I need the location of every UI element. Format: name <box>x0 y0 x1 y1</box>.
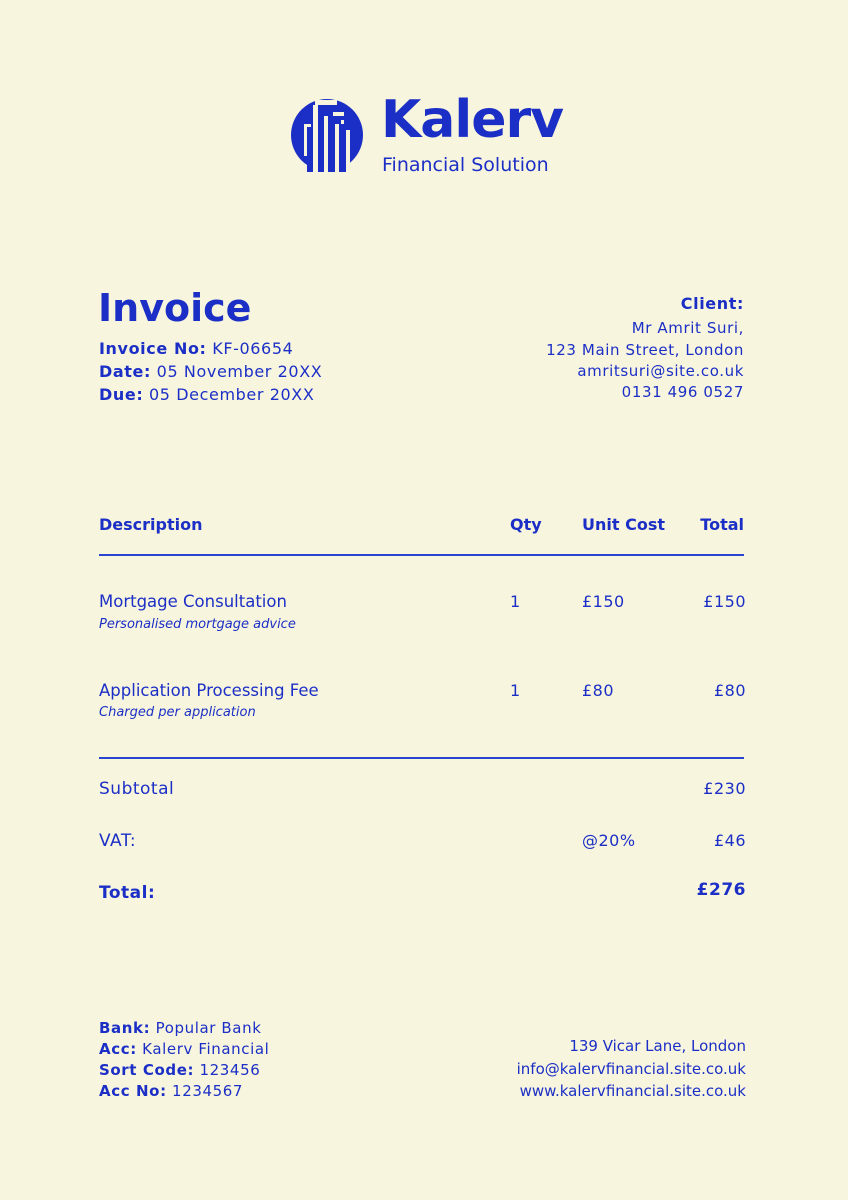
item-total: £80 <box>713 681 746 700</box>
subtotal-value: £230 <box>703 779 746 798</box>
bank-sort-code-label: Sort Code: <box>99 1061 195 1079</box>
bank-account <box>99 1039 269 1059</box>
item-unit-cost: £150 <box>582 592 625 611</box>
page-title: Invoice <box>98 286 252 330</box>
item-unit-cost: £80 <box>582 681 615 700</box>
item-qty: 1 <box>510 592 521 611</box>
divider <box>99 757 744 759</box>
bank-account-number-label: Acc No: <box>99 1082 167 1100</box>
company-address: 139 Vicar Lane, London <box>569 1037 746 1055</box>
vat-value: £46 <box>713 831 746 850</box>
invoice-due <box>99 385 314 405</box>
company-email: info@kalervfinancial.site.co.uk <box>516 1060 746 1078</box>
invoice-number-label: Invoice No: <box>99 339 207 358</box>
vat-rate: @20% <box>582 831 636 850</box>
column-header-qty: Qty <box>510 515 542 534</box>
brand-name: Kalerv <box>381 90 564 150</box>
bank-sort-code-value: 123456 <box>199 1061 261 1079</box>
bank-account-value: Kalerv Financial <box>142 1040 270 1058</box>
brand-tagline: Financial Solution <box>382 154 549 176</box>
item-subtitle: Personalised mortgage advice <box>99 617 296 632</box>
total-value: £276 <box>696 880 746 900</box>
item-title: Mortgage Consultation <box>99 592 287 611</box>
client-email: amritsuri@site.co.uk <box>577 362 744 380</box>
invoice-due-label: Due: <box>99 385 144 404</box>
vat-label: VAT: <box>99 831 137 851</box>
bank-account-label: Acc: <box>99 1040 137 1058</box>
bank-name-value: Popular Bank <box>155 1019 262 1037</box>
item-total: £150 <box>703 592 746 611</box>
bank-name-label: Bank: <box>99 1019 151 1037</box>
invoice-date-value: 05 November 20XX <box>156 362 323 381</box>
bank-account-number <box>99 1081 243 1101</box>
client-phone: 0131 496 0527 <box>621 383 744 401</box>
client-name: Mr Amrit Suri, <box>631 319 744 337</box>
total-label: Total: <box>99 883 156 903</box>
building-circle-icon <box>290 96 364 174</box>
divider <box>99 554 744 556</box>
column-header-total: Total <box>700 515 744 534</box>
item-qty: 1 <box>510 681 521 700</box>
client-address: 123 Main Street, London <box>546 341 744 359</box>
invoice-number-value: KF-06654 <box>212 339 294 358</box>
invoice-due-value: 05 December 20XX <box>149 385 315 404</box>
column-header-unit-cost: Unit Cost <box>582 515 665 534</box>
bank-account-number-value: 1234567 <box>172 1082 244 1100</box>
invoice-date-label: Date: <box>99 362 151 381</box>
bank-sort-code <box>99 1060 260 1080</box>
invoice-date <box>99 362 322 382</box>
company-website: www.kalervfinancial.site.co.uk <box>519 1082 746 1100</box>
item-subtitle: Charged per application <box>99 705 256 720</box>
subtotal-label: Subtotal <box>99 779 175 799</box>
column-header-description: Description <box>99 515 203 534</box>
bank-name <box>99 1018 261 1038</box>
invoice-number <box>99 339 293 359</box>
item-title: Application Processing Fee <box>99 681 319 700</box>
client-label: Client: <box>680 294 744 313</box>
